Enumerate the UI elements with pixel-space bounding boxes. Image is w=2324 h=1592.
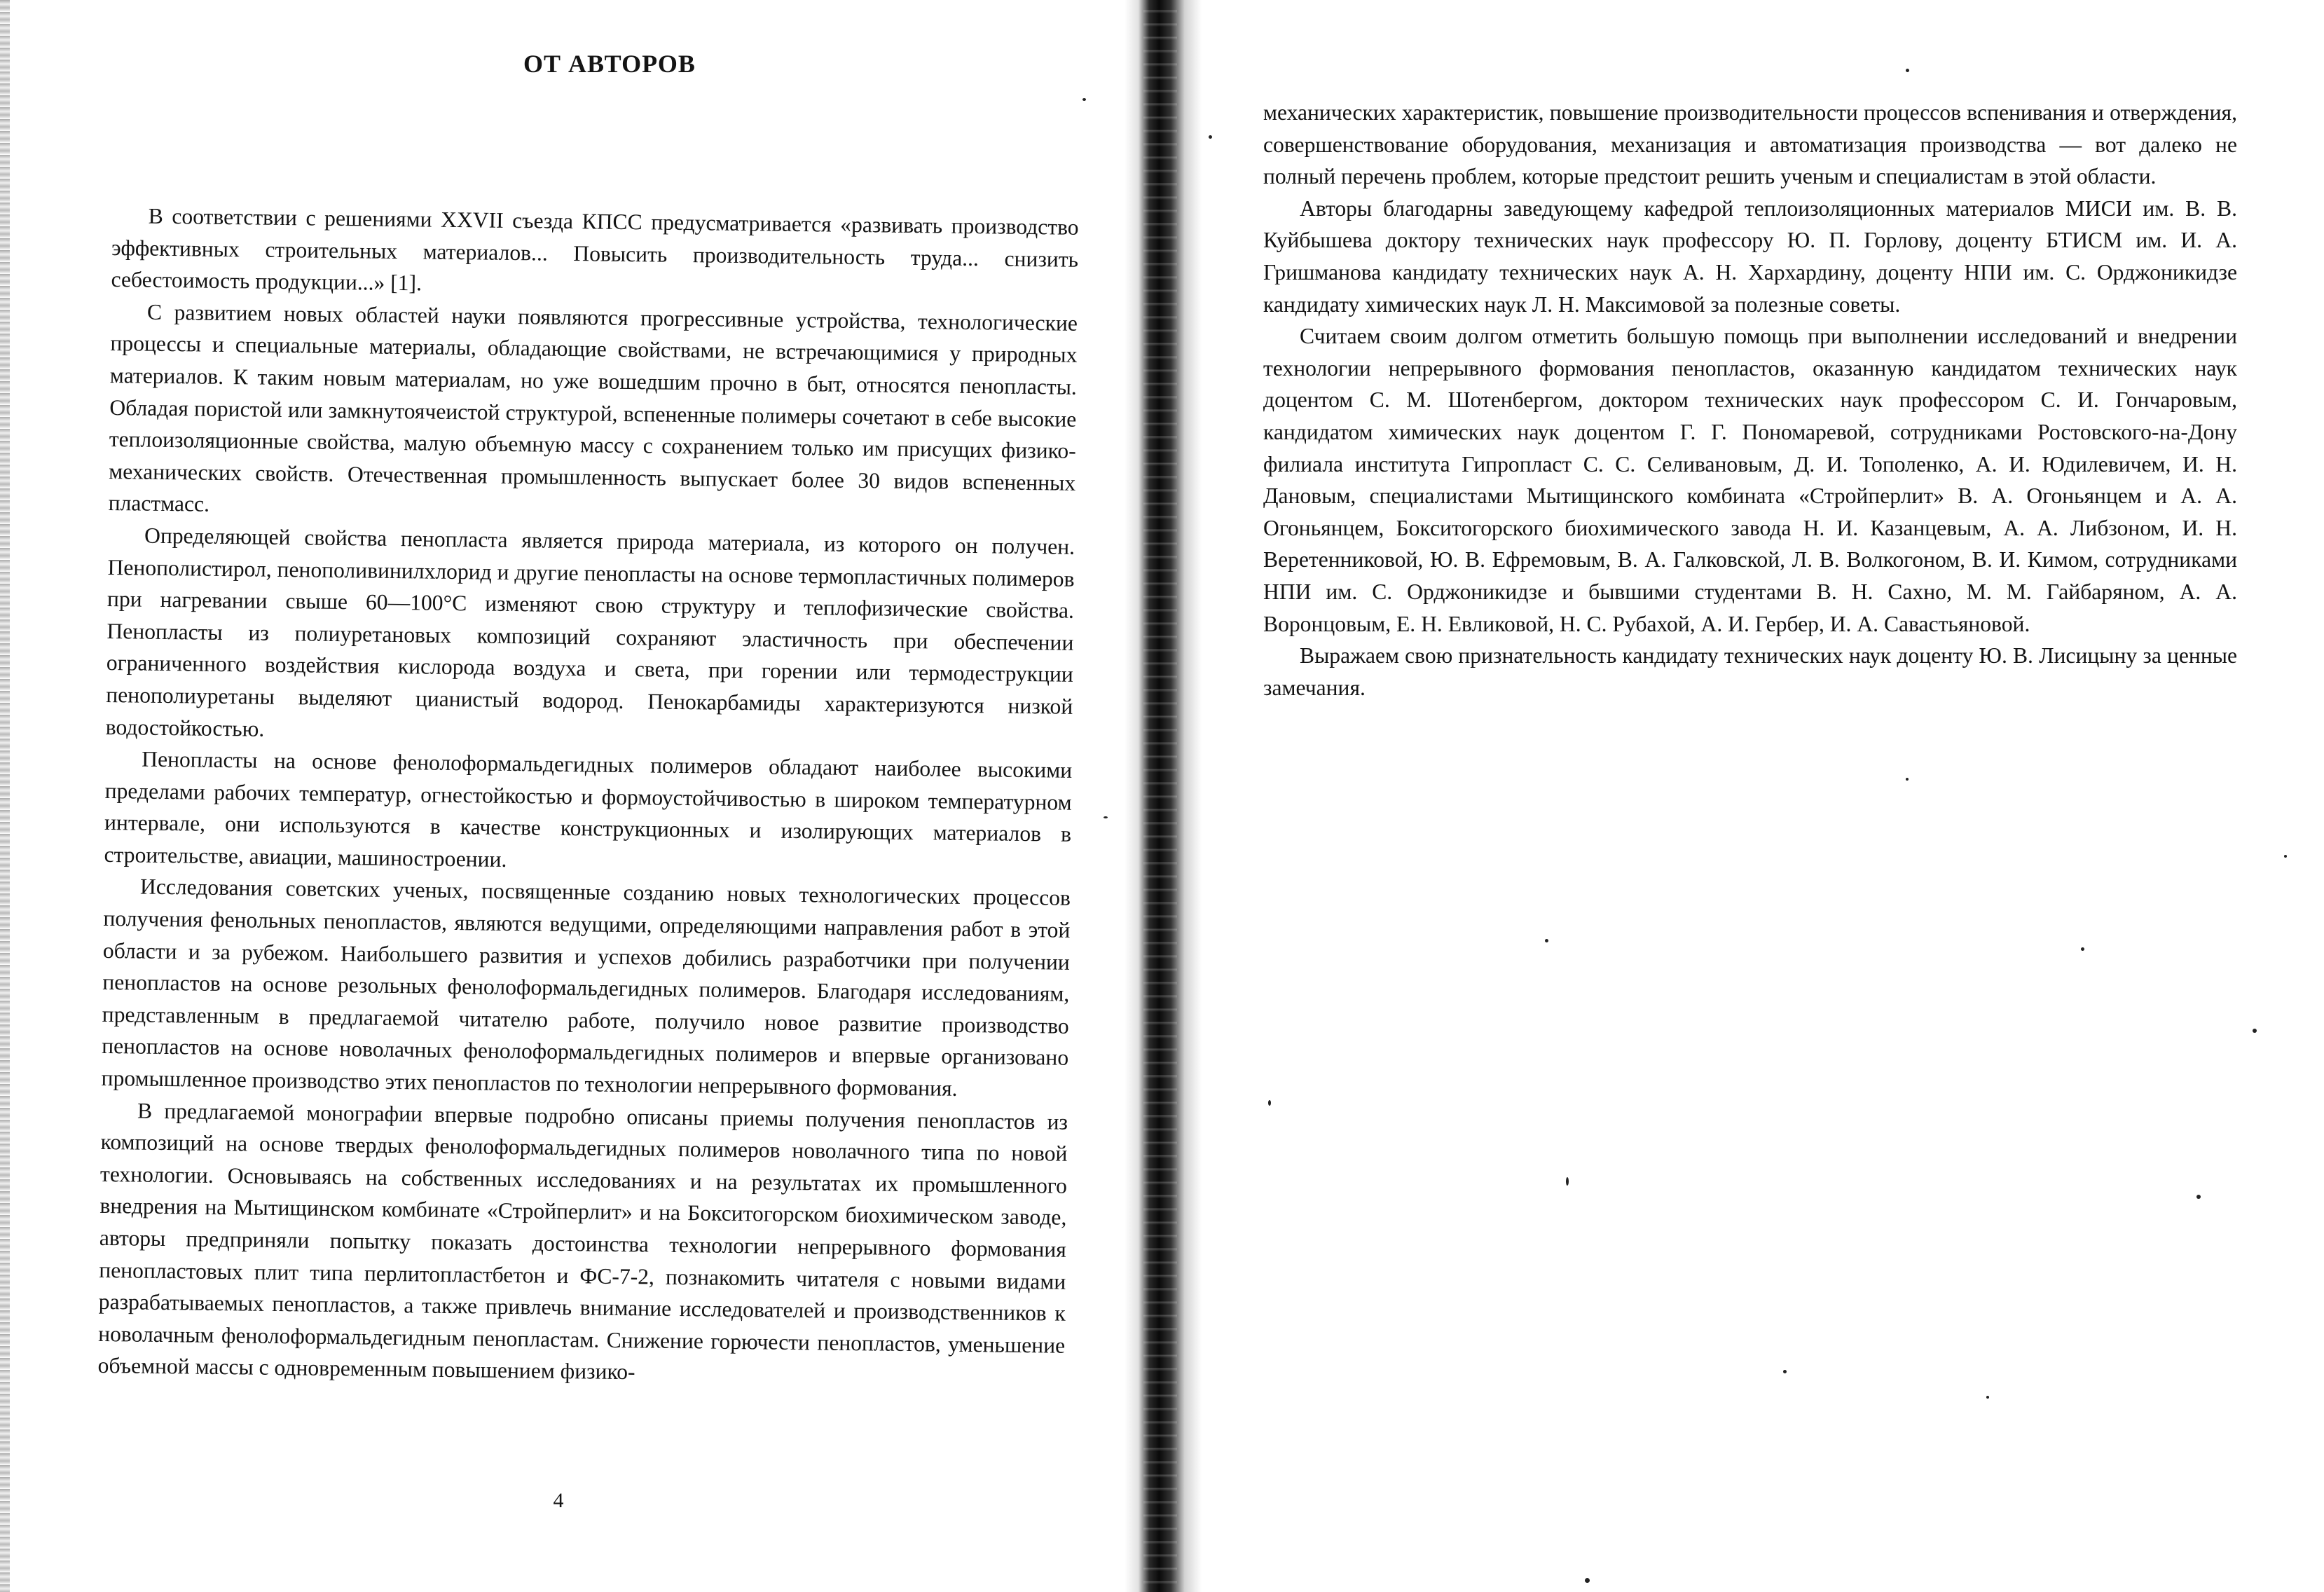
- paragraph: Считаем своим долгом отметить большую помощь при выполнении исследований и внедрении технологии непрерывного формования пенопластов, оказанную кандидатом технических наук доцентом С. М. Шотенбергом, доктором технических наук профессором С. И. Гончаровым, кандидатом химических наук доцентом Г. Г. Пономаревой, сотрудниками Ростовского-на-Дону филиала института Гипропласт С. С. Селивановым, Д. И. Тополенко, А. И. Юдилевичем, И. Н. Дановым, специалистами Мытищинского комбината «Стройперлит» В. А. Огоньянцем и А. А. Огоньянцем, Бокситогорского биохимического завода Н. И. Казанцевым, А. А. Либзоном, И. Н. Веретенниковой, Ю. В. Ефремовым, В. А. Галковской, Л. В. Волкогоном, В. И. Кимом, сотрудниками НПИ им. С. Орджоникидзе и бывшими студентами В. Н. Сахно, М. М. Гайбаряном, А. А. Воронцовым, Е. Н. Евликовой, Н. С. Рубахой, А. И. Гербер, И. А. Савастьяновой.: [1263, 324, 2237, 636]
- paragraph: Исследования советских ученых, посвященные созданию новых технологических процессов получения фенольных пенопластов, являются ведущими, определяющими направления работ в этой области и за рубежом. Наибольшего развития и успехов добились разработчики при получении пенопластов на основе резольных фенолоформальдегидных полимеров. Благодаря исследованиям, представленным в предлагаемой читателю работе, получило новое развитие производство пенопластов на основе новолачных фенолоформальдегидных полимеров и впервые организовано промышленное производство этих пенопластов по технологии непрерывного формования.: [101, 874, 1071, 1101]
- left-page-body: [97, 200, 1079, 1394]
- paragraph: С развитием новых областей науки появляются прогрессивные устройства, технологические процессы и специальные материалы, обладающие свойствами, не встречающимися у природных материалов. К таким новым материалам, но уже вошедшим прочно в быт, относятся пенопласты. Обладая пористой или замкнутоячеистой структурой, вспененные полимеры сочетают в себе высокие теплоизоляционные свойства, малую объемную массу с сохранением только им присущих физико-механических свойств. Отечественная промышленность выпускает более 30 видов вспененных пластмасс.: [108, 299, 1078, 517]
- scan-speck: [1103, 816, 1108, 818]
- scan-speck: [1082, 98, 1086, 101]
- scan-speck: [1986, 1396, 1989, 1399]
- left-page: [0, 0, 1149, 1592]
- paragraph: механических характеристик, повышение производительности процессов вспенивания и отверждения, совершенствование оборудования, механизация и автоматизация производства — вот далеко не полный перечень проблем, которые предстоит решить ученым и специалистам в этой области.: [1263, 100, 2237, 189]
- scan-speck: [1545, 939, 1548, 942]
- scan-speck: [1906, 69, 1909, 72]
- page-number: 4: [553, 1489, 564, 1512]
- scan-speck: [2081, 947, 2084, 951]
- scan-speck: [1566, 1177, 1569, 1186]
- scan-speck: [1268, 1100, 1271, 1106]
- paragraph: Пенопласты на основе фенолоформальдегидных полимеров обладают наиболее высокими пределами рабочих температур, огнестойкостью и формоустойчивостью в широком температурном интервале, они используются в качестве конструкционных и изолирующих материалов в строительстве, авиации, машиностроении.: [104, 746, 1073, 872]
- scan-speck: [1906, 778, 1909, 781]
- paragraph: В предлагаемой монографии впервые подробно описаны приемы получения пенопластов из композиций на основе твердых фенолоформальдегидных полимеров новолачного типа по новой технологии. Основываясь на собственных исследованиях и на результатах их промышленного внедрения на Мытищинском комбинате «Стройперлит» и на Бокситогорском биохимическом заводе, авторы предприняли попытку показать достоинства технологии непрерывного формования пенопластовых плит типа перлитопластбетон и ФС-7-2, познакомить читателя с новыми видами разрабатываемых пенопластов, а также привлечь внимание исследователей и производственников к новолачным фенолоформальдегидным пенопластам. Снижение горючести пенопластов, уменьшение объемной массы с одновременным повышением физико-: [97, 1098, 1068, 1385]
- right-page-body: [1263, 97, 2237, 704]
- paragraph: Авторы благодарны заведующему кафедрой теплоизоляционных материалов МИСИ им. В. В. Куйбышева доктору технических наук профессору Ю. П. Горлову, доценту БТИСМ им. И. А. Гришманова кандидату технических наук А. Н. Хархардину, доценту НПИ им. С. Орджоникидзе кандидату химических наук Л. Н. Максимовой за полезные советы.: [1263, 195, 2237, 317]
- scan-speck: [1585, 1578, 1590, 1583]
- paragraph: Выражаем свою признательность кандидату технических наук доценту Ю. В. Лисицыну за ценные замечания.: [1263, 643, 2237, 700]
- scan-speck: [1209, 135, 1212, 139]
- scan-speck: [2196, 1195, 2201, 1199]
- page-heading: ОТ АВТОРОВ: [523, 50, 696, 78]
- paragraph: В соответствии с решениями XXVII съезда КПСС предусматривается «развивать производство эффективных строительных материалов... Повысить производительность труда... снизить себестоимость продукции...» [1].: [111, 203, 1079, 296]
- scan-speck: [2284, 855, 2287, 858]
- page-edge-shadow: [0, 0, 10, 1592]
- scan-speck: [1783, 1370, 1787, 1373]
- paragraph: Определяющей свойства пенопласта является природа материала, из которого он получен. Пенополистирол, пенополивинилхлорид и другие пенопласты на основе термопластичных полимеров при нагревании свыше 60—100°С изменяют свою структуру и теплофизические свойства. Пенопласты из полиуретановых композиций сохраняют эластичность при обеспечении ограниченного воздействия кислорода воздуха и света, при горении или термодеструкции пенополиуретаны выделяют цианистый водород. Пенокарбамиды характеризуются низкой водостойкостью.: [105, 523, 1075, 741]
- gutter-texture: [1143, 0, 1177, 1592]
- scan-speck: [2253, 1029, 2257, 1033]
